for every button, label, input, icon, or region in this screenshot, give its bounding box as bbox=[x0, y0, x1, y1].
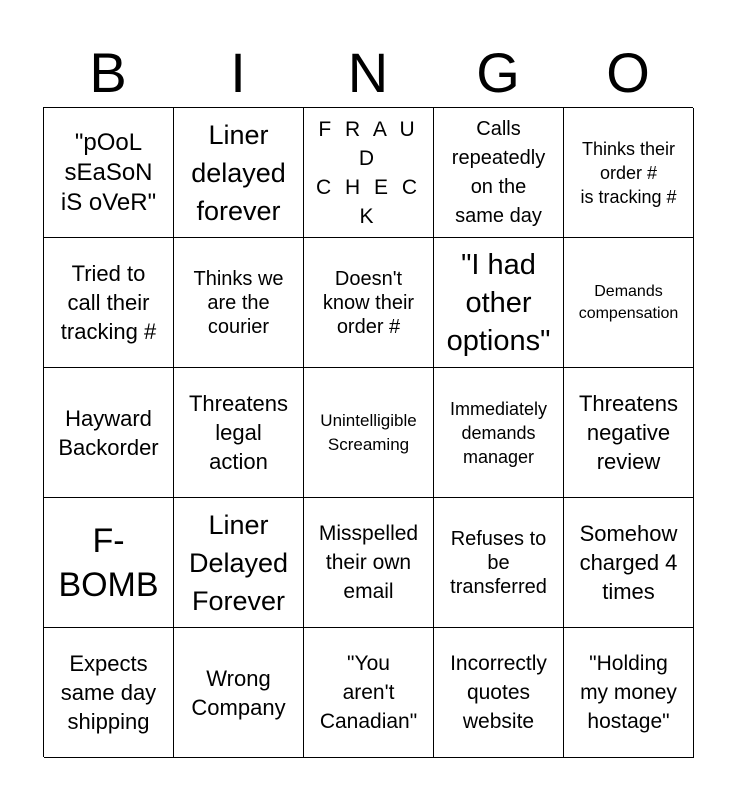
header-letter-o: O bbox=[606, 41, 650, 104]
cell-label: Threatens legal action bbox=[188, 391, 289, 474]
cell-label: Thinks their order # is tracking # bbox=[580, 138, 677, 207]
bingo-cell-r4c5[interactable] bbox=[564, 498, 694, 628]
bingo-cell-r4c3[interactable] bbox=[304, 498, 434, 628]
cell-label: Refuses to be transferred bbox=[450, 527, 547, 598]
bingo-cell-r4c4[interactable] bbox=[434, 498, 564, 628]
bingo-board bbox=[43, 107, 693, 757]
cell-label: Unintelligible Screaming bbox=[320, 410, 417, 454]
bingo-cell-r1c5[interactable] bbox=[564, 108, 694, 238]
cell-label: Misspelled their own email bbox=[318, 522, 419, 603]
bingo-cell-r4c1[interactable] bbox=[44, 498, 174, 628]
bingo-cell-r5c3[interactable] bbox=[304, 628, 434, 758]
cell-label: F- BOMB bbox=[58, 521, 159, 604]
header-letter-n: N bbox=[347, 41, 389, 104]
header-letter-b: B bbox=[89, 41, 127, 104]
bingo-cell-r1c1[interactable] bbox=[44, 108, 174, 238]
bingo-cell-r3c5[interactable] bbox=[564, 368, 694, 498]
cell-label: F R A U D C H E C K bbox=[315, 117, 421, 228]
cell-label: Tried to call their tracking # bbox=[60, 261, 157, 344]
bingo-cell-r3c2[interactable] bbox=[174, 368, 304, 498]
cell-label: Threatens negative review bbox=[578, 391, 679, 474]
cell-label: "Holding my money hostage" bbox=[580, 652, 677, 733]
bingo-cell-r1c4[interactable] bbox=[434, 108, 564, 238]
bingo-cell-r2c5[interactable] bbox=[564, 238, 694, 368]
bingo-cell-r3c3[interactable] bbox=[304, 368, 434, 498]
bingo-cell-r5c1[interactable] bbox=[44, 628, 174, 758]
cell-label: Thinks we are the courier bbox=[193, 267, 284, 338]
header-letter-i: I bbox=[230, 41, 246, 104]
cell-label: Hayward Backorder bbox=[58, 405, 159, 460]
cell-label: Incorrectly quotes website bbox=[450, 652, 547, 733]
bingo-header bbox=[43, 40, 693, 106]
cell-label: "I had other options" bbox=[446, 248, 551, 357]
header-letter-g: G bbox=[476, 41, 520, 104]
bingo-cell-r2c4[interactable] bbox=[434, 238, 564, 368]
bingo-cell-r2c2[interactable] bbox=[174, 238, 304, 368]
bingo-cell-r1c3[interactable] bbox=[304, 108, 434, 238]
bingo-cell-r3c1[interactable] bbox=[44, 368, 174, 498]
cell-label: Expects same day shipping bbox=[60, 651, 157, 734]
bingo-cell-r5c4[interactable] bbox=[434, 628, 564, 758]
cell-label: Doesn't know their order # bbox=[322, 267, 415, 338]
bingo-cell-r5c2[interactable] bbox=[174, 628, 304, 758]
cell-label: Liner delayed forever bbox=[191, 119, 286, 226]
cell-label: Demands compensation bbox=[578, 282, 679, 322]
cell-label: Somehow charged 4 times bbox=[579, 521, 678, 604]
cell-label: Wrong Company bbox=[191, 665, 286, 720]
cell-label: "You aren't Canadian" bbox=[319, 652, 418, 733]
bingo-cell-r2c3[interactable] bbox=[304, 238, 434, 368]
bingo-cell-r1c2[interactable] bbox=[174, 108, 304, 238]
cell-label: Liner Delayed Forever bbox=[188, 509, 289, 616]
bingo-cell-r3c4[interactable] bbox=[434, 368, 564, 498]
cell-label: "pOoL sEaSoN iS oVeR" bbox=[60, 128, 157, 216]
bingo-cell-r5c5[interactable] bbox=[564, 628, 694, 758]
cell-label: Calls repeatedly on the same day bbox=[451, 117, 546, 227]
bingo-cell-r4c2[interactable] bbox=[174, 498, 304, 628]
cell-label: Immediately demands manager bbox=[449, 398, 548, 467]
bingo-cell-r2c1[interactable] bbox=[44, 238, 174, 368]
